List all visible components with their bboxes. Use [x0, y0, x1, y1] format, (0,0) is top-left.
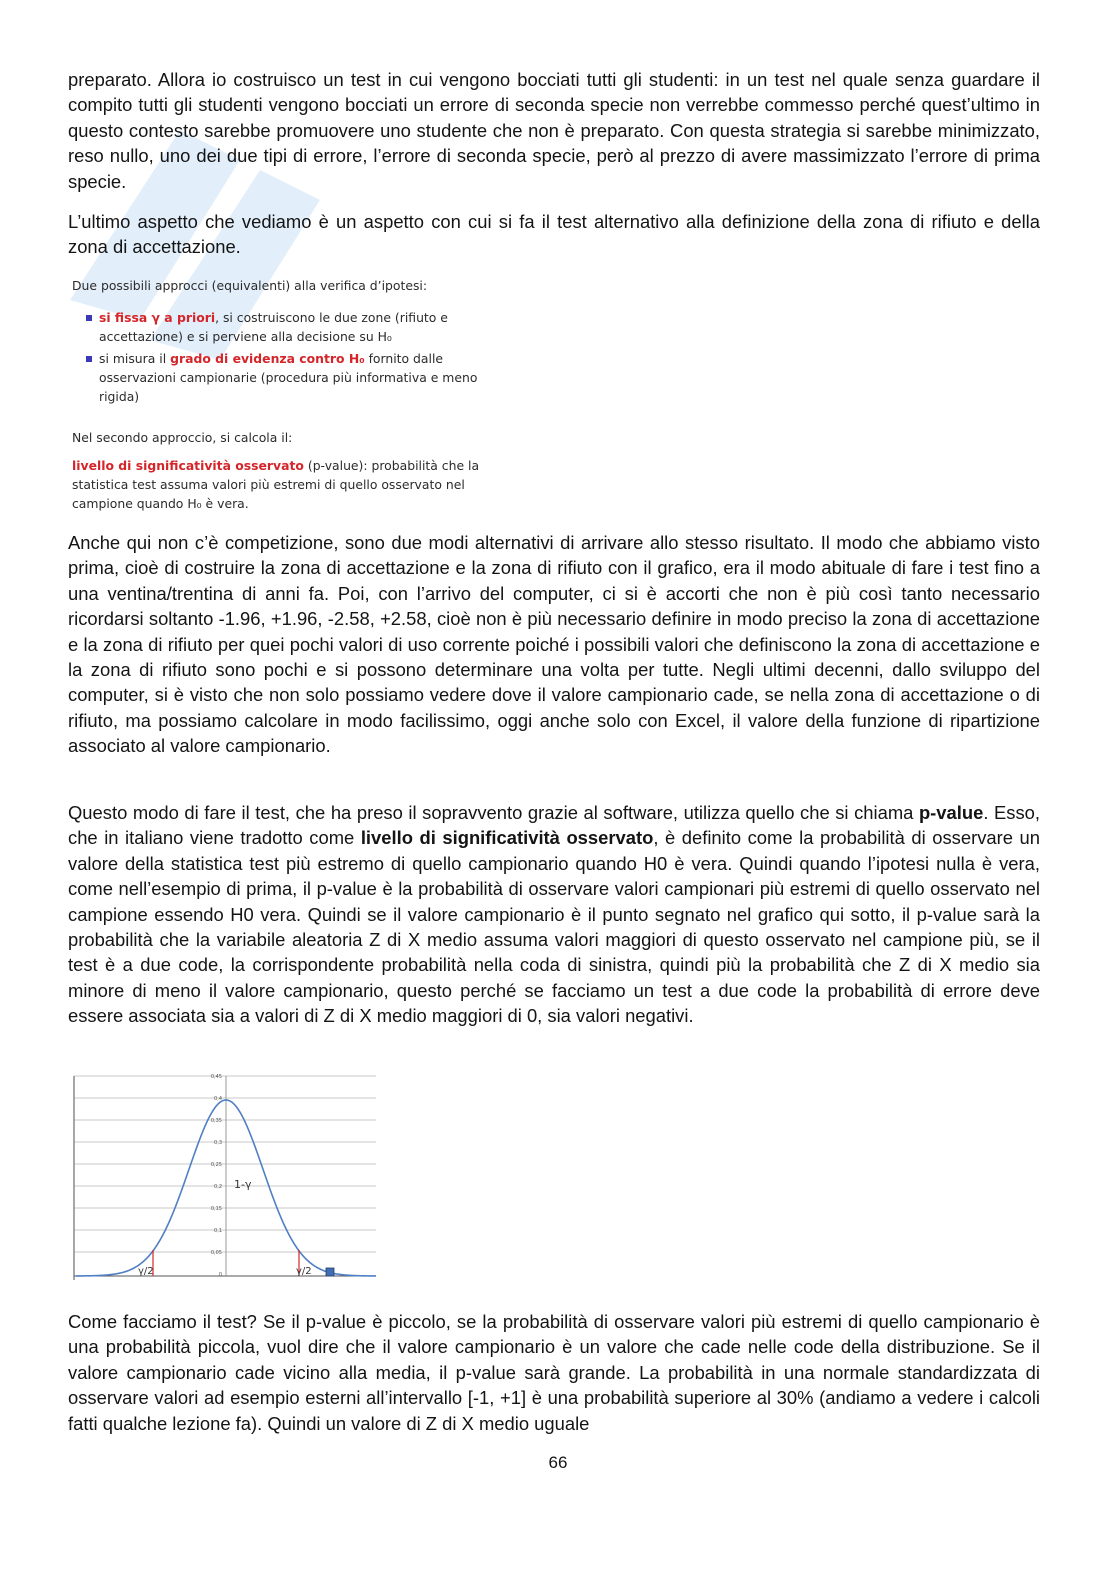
slide-second-approach: Nel secondo approccio, si calcola il:	[72, 430, 293, 445]
y-tick-label: 0	[218, 1272, 222, 1278]
right-tail-label: γ/2	[296, 1266, 312, 1277]
slide-bullet-1-line2: accettazione) e si perviene alla decisione su H₀	[99, 329, 392, 344]
slide-bullet-1	[99, 308, 448, 327]
acceptance-label: 1-γ	[234, 1178, 252, 1191]
term-p-value: p-value	[918, 802, 984, 823]
left-tail-label: γ/2	[138, 1266, 154, 1277]
y-tick-label: 0,35	[210, 1118, 222, 1124]
bullet-marker	[86, 315, 92, 321]
slide-bullet-2-line3: rigida)	[99, 389, 140, 404]
slide-bullet-2-text-a: si misura il	[99, 351, 171, 366]
y-tick-label: 0,1	[214, 1228, 222, 1234]
paragraph-1: preparato. Allora io costruisco un test in cui vengono bocciati tutti gli studenti: in un test nel quale senza guardare il compito tutti gli studenti vengono bocciati un errore di seconda specie non verrebbe commesso perché quest’ultimo in questo contesto sarebbe promuovere uno studente che non è preparato. Con questa strategia si sarebbe minimizzato, reso nullo, uno dei due tipi di errore, l’errore di seconda specie, però al prezzo di avere massimizzato l’errore di prima specie.	[68, 69, 1040, 192]
y-tick-label: 0,25	[210, 1162, 222, 1168]
y-tick-label: 0,2	[214, 1184, 222, 1190]
paragraph-4-text-c: . Esso, che in italiano viene tradotto come	[68, 802, 1040, 849]
paragraph-3: Anche qui non c’è competizione, sono due modi alternativi di arrivare allo stesso risultato. Il modo che abbiamo visto prima, cioè di costruire la zona di accettazione e la zona di rifiuto con il grafico, era il modo abituale di fare i test fino a una ventina/trentina di anni fa. Poi, con l’arrivo del computer, ci si è accorti che non è più così tanto necessario ricordarsi soltanto -1.96, +1.96, -2.58, +2.58, cioè non è più necessario definire in modo preciso la zona di accettazione e la zona di rifiuto per quei pochi valori di uso corrente poiché i possibili valori che definiscono la zona di accettazione e la zona di rifiuto sono pochi e si possono determinare una volta per tutte. Negli ultimi decenni, dallo sviluppo del computer, si è visto che non solo possiamo vedere dove il valore campionario cade, se nella zona di accettazione o di rifiuto, ma possiamo calcolare in modo facilissimo, oggi anche solo con Excel, il valore della funzione di ripartizione associato al valore campionario.	[68, 532, 1040, 757]
term-livello-significativita: livello di significatività osservato	[360, 827, 654, 849]
slide-bullet-2-text-b: fornito dalle	[364, 351, 444, 366]
paragraph-4	[68, 800, 1040, 1029]
lecture-slide-excerpt	[68, 272, 480, 512]
y-tick-label: 0,4	[214, 1096, 222, 1102]
y-tick-label: 0,3	[214, 1140, 222, 1146]
slide-heading: Due possibili approcci (equivalenti) alla verifica d’ipotesi:	[72, 278, 428, 293]
normal-distribution-figure	[70, 1070, 380, 1286]
bullet-marker	[86, 356, 92, 362]
y-tick-label: 0,05	[210, 1250, 222, 1256]
slide-definition-line2: statistica test assuma valori più estremi di quello osservato nel	[72, 477, 465, 492]
paragraph-4-text-a: Questo modo di fare il test, che ha preso il sopravvento grazie al software, utilizza quello che si chiama	[68, 802, 919, 823]
slide-bullet-2-highlight: grado di evidenza contro H₀	[170, 351, 365, 366]
slide-bullet-2	[99, 349, 443, 368]
y-tick-label: 0,45	[210, 1074, 222, 1080]
slide-definition	[72, 456, 479, 475]
sample-value-marker	[326, 1268, 334, 1276]
slide-bullet-1-text: , si costruiscono le due zone (rifiuto e	[215, 310, 448, 325]
paragraph-2: L’ultimo aspetto che vediamo è un aspetto con cui si fa il test alternativo alla definizione della zona di rifiuto e della zona di accettazione.	[68, 211, 1040, 258]
slide-definition-text: (p-value): probabilità che la	[303, 458, 480, 473]
slide-definition-term: livello di significatività osservato	[72, 458, 304, 473]
page-number: 66	[548, 1453, 568, 1472]
y-tick-label: 0,15	[210, 1206, 222, 1212]
paragraph-5: Come facciamo il test? Se il p-value è piccolo, se la probabilità di osservare valori più estremi di quello campionario è una probabilità piccola, vuol dire che il valore campionario è un valore che cade nelle code della distribuzione. Se il valore campionario cade vicino alla media, il p-value sarà grande. La probabilità in una normale standardizzata di osservare valori ad esempio esterni all’intervallo [-1, +1] è una probabilità superiore al 30% (andiamo a vedere i calcoli fatti qualche lezione fa). Quindi un valore di Z di X medio uguale	[68, 1311, 1040, 1434]
slide-bullet-1-highlight: si fissa γ a priori	[99, 310, 216, 325]
slide-bullet-2-line2: osservazioni campionarie (procedura più informativa e meno	[99, 370, 478, 385]
paragraph-4-text-e: , è definito come la probabilità di osservare un valore della statistica test più estremo di quello campionario quando H0 è vera. Quindi quando l’ipotesi nulla è vera, come nell’esempio di prima, il p-value è la probabilità di osservare valori campionari più estremi di quello osservato nel campione essendo H0 vera. Quindi se il valore campionario è il punto segnato nel grafico qui sotto, il p-value sarà la probabilità che la variabile aleatoria Z di X medio assuma valori maggiori di questo osservato nel campione più, se il test è a due code, la corrispondente probabilità nella coda di sinistra, quindi più la probabilità che Z di X medio sia minore di meno il valore campionario, questo perché se facciamo un test a due code la probabilità di errore deve essere associata sia a valori di Z di X medio maggiori di 0, sia valori negativi.	[68, 827, 1040, 1027]
normal-curve-svg	[70, 1070, 380, 1286]
slide-definition-line3: campione quando H₀ è vera.	[72, 496, 249, 511]
